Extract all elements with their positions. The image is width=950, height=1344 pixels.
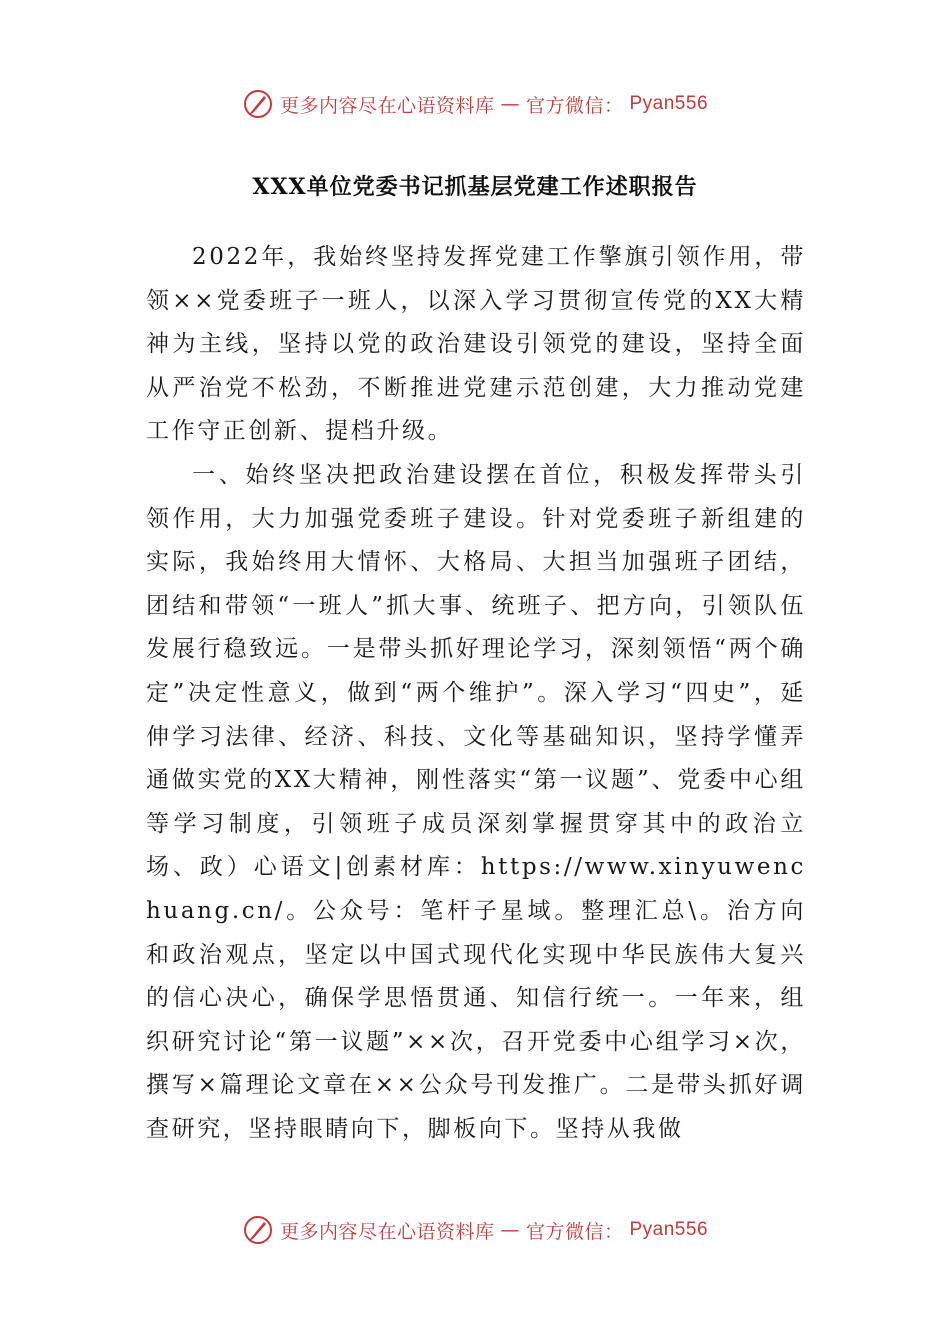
header-watermark [0,88,950,120]
watermark-sub-text: 官方微信： [525,94,624,117]
watermark-dash: — [500,1219,520,1241]
document-title: XXX单位党委书记抓基层党建工作述职报告 [252,174,698,200]
quill-logo-icon [242,1214,274,1246]
watermark-wechat-id: Pyan556 [629,93,709,114]
watermark-sub-text: 官方微信： [525,1220,624,1243]
quill-logo-icon [242,88,274,120]
paragraph-intro: 2022年，我始终坚持发挥党建工作擎旗引领作用，带领××党委班子一班人，以深入学习贯彻宣传党的XX大精神为主线，坚持以党的政治建设引领党的建设，坚持全面从严治党不松劲，不断推进党建示范创建，大力推动党建工作守正创新、提档升级。 [146,244,806,445]
watermark-wechat-id: Pyan556 [629,1219,709,1240]
document-body [146,236,806,1151]
footer-watermark [0,1214,950,1246]
watermark-main-text: 更多内容尽在心语资料库 [279,94,495,117]
watermark-main-text: 更多内容尽在心语资料库 [279,1220,495,1243]
watermark-dash: — [500,93,520,115]
paragraph-section-one: 一、始终坚决把政治建设摆在首位，积极发挥带头引领作用，大力加强党委班子建设。针对党委班子新组建的实际，我始终用大情怀、大格局、大担当加强班子团结，团结和带领“一班人”抓大事、统班子、把方向，引领队伍发展行稳致远。一是带头抓好理论学习，深刻领悟“两个确定”决定性意义，做到“两个维护”。深入学习“四史”，延伸学习法律、经济、科技、文化等基础知识，坚持学懂弄通做实党的XX大精神，刚性落实“第一议题”、党委中心组等学习制度，引领班子成员深刻掌握贯穿其中的政治立场、政）心语文|创素材库：https://www.xinyuwenchuang.cn/。公众号：笔杆子星域。整理汇总\。治方向和政治观点，坚定以中国式现代化实现中华民族伟大复兴的信心决心，确保学思悟贯通、知信行统一。一年来，组织研究讨论“第一议题”××次，召开党委中心组学习×次，撰写×篇理论文章在××公众号刊发推广。二是带头抓好调查研究，坚持眼睛向下，脚板向下。坚持从我做 [146,461,806,1142]
